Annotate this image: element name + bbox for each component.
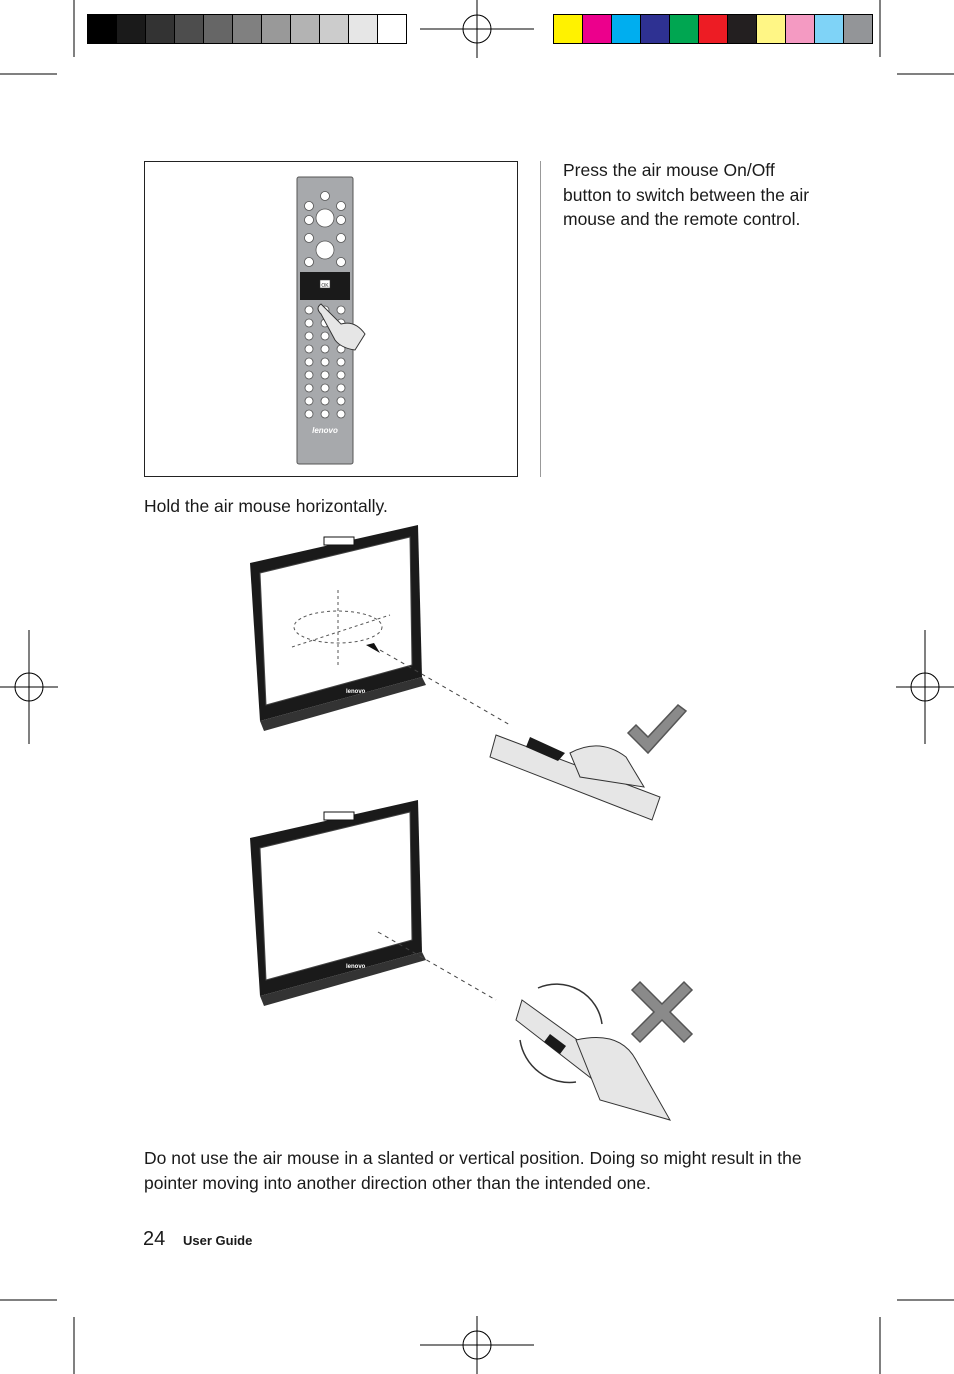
color-swatch-5: [670, 15, 699, 43]
slanted-position-warning: Do not use the air mouse in a slanted or vertical position. Doing so might result in the pointer moving into another direction other than the intended one.: [144, 1148, 802, 1193]
remote-button: [337, 371, 345, 379]
remote-button: [305, 384, 313, 392]
color-swatch-6: [233, 15, 262, 43]
incorrect-usage-figure: [240, 800, 710, 1130]
remote-button: [321, 397, 329, 405]
remote-button: [305, 202, 314, 211]
remote-button: [337, 306, 345, 314]
remote-button: [337, 216, 346, 225]
color-swatch-7: [728, 15, 757, 43]
color-swatch-10: [815, 15, 844, 43]
remote-button: [337, 202, 346, 211]
color-swatch-7: [262, 15, 291, 43]
color-swatch-11: [378, 15, 406, 43]
remote-button: [321, 332, 329, 340]
color-swatch-9: [786, 15, 815, 43]
monitor-brand-logo-2: lenovo: [346, 964, 366, 970]
color-swatch-4: [175, 15, 204, 43]
correct-usage-figure: [240, 525, 710, 835]
remote-button: [337, 258, 346, 267]
remote-button: [321, 192, 330, 201]
color-swatch-11: [844, 15, 872, 43]
color-swatch-1: [554, 15, 583, 43]
registration-mark-top: [420, 0, 534, 58]
remote-button: [337, 234, 346, 243]
color-swatch-1: [88, 15, 117, 43]
color-swatch-6: [699, 15, 728, 43]
remote-button: [305, 358, 313, 366]
remote-button: [337, 410, 345, 418]
color-swatch-2: [117, 15, 146, 43]
monitor-brand-logo: lenovo: [346, 689, 366, 695]
column-divider: [540, 161, 541, 477]
remote-button: [305, 306, 313, 314]
remote-button: [305, 371, 313, 379]
remote-button: [305, 234, 314, 243]
remote-button: [305, 397, 313, 405]
remote-brand-logo: lenovo: [312, 426, 338, 435]
remote-button: [337, 384, 345, 392]
remote-button: [321, 384, 329, 392]
remote-button: [316, 209, 334, 227]
color-swatch-9: [320, 15, 349, 43]
remote-button: [321, 358, 329, 366]
footer-label: User Guide: [183, 1233, 253, 1248]
remote-button: [321, 371, 329, 379]
color-swatch-3: [146, 15, 175, 43]
remote-button: [305, 332, 313, 340]
process-color-bar: [553, 14, 873, 44]
remote-illustration: [145, 162, 517, 476]
remote-button: [321, 345, 329, 353]
remote-button: [337, 397, 345, 405]
color-swatch-10: [349, 15, 378, 43]
registration-mark-bottom: [420, 1316, 534, 1374]
color-swatch-4: [641, 15, 670, 43]
color-swatch-8: [757, 15, 786, 43]
ok-label: OK: [321, 283, 329, 289]
remote-button: [337, 358, 345, 366]
color-swatch-3: [612, 15, 641, 43]
registration-mark-right: [896, 630, 954, 744]
color-swatch-2: [583, 15, 612, 43]
monitor-illustration-top: [250, 525, 426, 731]
remote-button: [305, 345, 313, 353]
onoff-instruction: Press the air mouse On/Off button to switch between the air mouse and the remote control.: [563, 160, 810, 229]
color-swatch-8: [291, 15, 320, 43]
grayscale-color-bar: [87, 14, 407, 44]
remote-illustration-box: [144, 161, 518, 477]
cross-mark-icon: [632, 982, 692, 1042]
monitor-illustration-bottom: [250, 800, 426, 1006]
remote-button: [316, 241, 334, 259]
remote-button: [305, 410, 313, 418]
remote-button: [305, 319, 313, 327]
registration-mark-left: [0, 630, 58, 744]
page-number: 24: [143, 1228, 166, 1250]
check-mark-icon: [628, 705, 686, 753]
color-swatch-5: [204, 15, 233, 43]
remote-button: [321, 410, 329, 418]
hold-instruction: Hold the air mouse horizontally.: [144, 496, 388, 516]
remote-button: [305, 216, 314, 225]
remote-button: [305, 258, 314, 267]
